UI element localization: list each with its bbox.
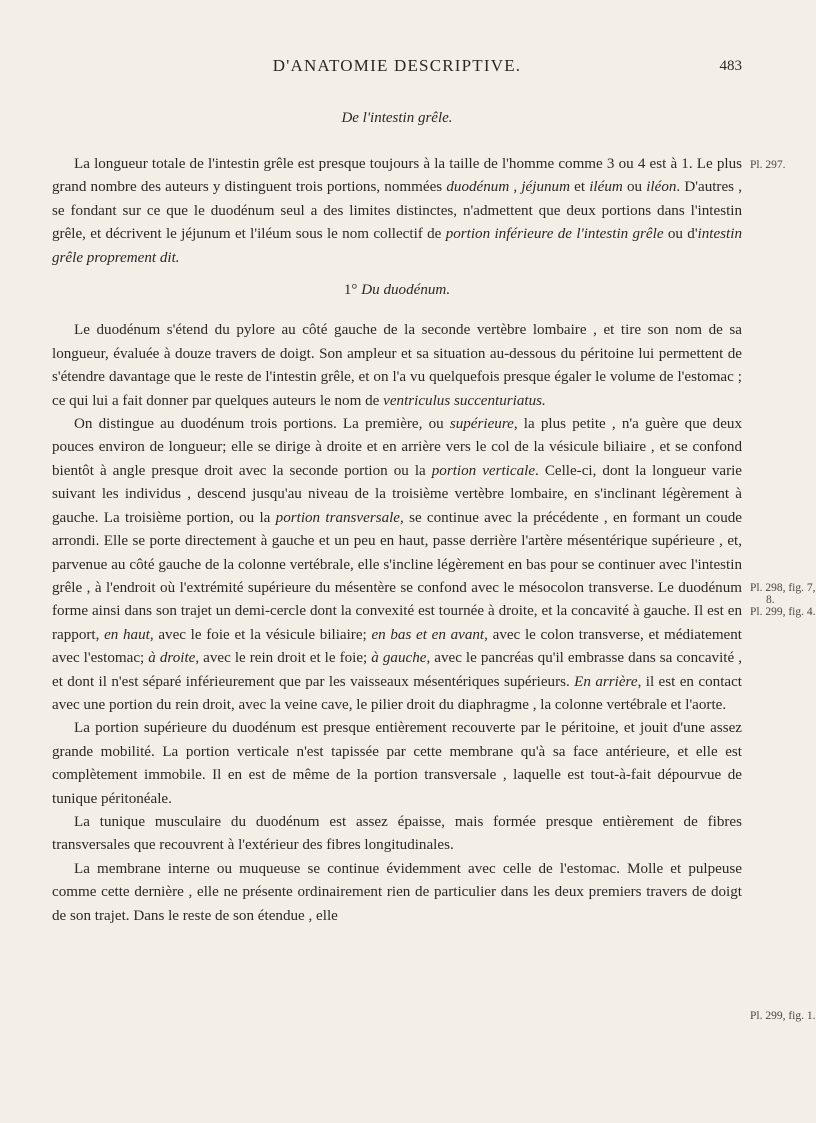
- paragraph-duodenum-portions: On distingue au duodénum trois portions. La première, ou supérieure, la plus petite , n'a guère que deux pouces environ de longueur; elle se dirige à droite et en arrière vers le col de la vésicule biliaire , et se confond bientôt à angle presque droit avec la seconde portion ou la portion verticale. Celle-ci, dont la longueur varie suivant les individus , descend jusqu'au niveau de la troisième vertèbre lombaire, en s'inclinant légèrement à gauche. La troisième portion, ou la portion transversale, se continue avec la précédente , en formant un coude arrondi. Elle se porte directement à gauche et un peu en haut, passe derrière l'artère mésentérique supérieure , et, parvenue au côté gauche de la colonne vertébrale, elle s'incline légèrement en bas pour se continuer avec l'intestin grêle , à l'endroit où l'extrémité supérieure du mésentère se confond avec le mésocolon transverse. Le duodénum forme ainsi dans son trajet un demi-cercle dont la convexité est tournée à droite, et la concavité à gauche. Il est en rapport, en haut, avec le foie et la vésicule biliaire; en bas et en avant, avec le colon transverse, et médiatement avec l'estomac; à droite, avec le rein droit et le foie; à gauche, avec le pancréas qu'il embrasse dans sa concavité , et dont il n'est séparé inférieurement que par les vaisseaux mésentériques supérieurs. En arrière, il est en contact avec une portion du rein droit, avec la veine cave, le pilier droit du diaphragme , la colonne vertébrale et l'aorte.: [52, 416, 743, 713]
- margin-note-plate-299-fig-1: Pl. 299, fig. 1.: [750, 1010, 816, 1022]
- margin-note-plate-297: Pl. 297.: [750, 159, 786, 171]
- section-title: De l'intestin grêle.: [341, 110, 453, 126]
- paragraph-duodenum-extent: Le duodénum s'étend du pylore au côté gauche de la seconde vertèbre lombaire , et tire son nom de sa longueur, évaluée à douze travers de doigt. Son ampleur et sa situation au-dessous du péritoine lui permettent de s'étendre davantage que le reste de l'intestin grêle, et on l'a vu quelquefois presque égaler le volume de l'estomac ; ce qui lui a fait donner par quelques auteurs le nom de ventriculus succenturiatus.: [52, 322, 742, 409]
- running-header: [52, 56, 742, 80]
- margin-note-plate-299-fig-4: Pl. 299, fig. 4.: [750, 606, 816, 618]
- paragraph-peritoneum: La portion supérieure du duodénum est presque entièrement recouverte par le péritoine, et jouit d'une assez grande mobilité. La portion verticale n'est tapissée par cette membrane qu'à sa face antérieure, et elle est complètement immobile. Il en est de même de la portion transversale , laquelle est tout-à-fait dépourvue de tunique péritonéale.: [52, 720, 742, 807]
- paragraph-mucous-membrane: La membrane interne ou muqueuse se continue évidemment avec celle de l'estomac. Molle et pulpeuse comme cette dernière , elle ne présente ordinairement rien de particulier dans les deux premiers travers de doigt de son trajet. Dans le reste de son étendue , elle: [52, 860, 742, 924]
- paragraph-intestine-length: La longueur totale de l'intestin grêle est presque toujours à la taille de l'homme comme 3 ou 4 est à 1. Le plus grand nombre des auteurs y distinguent trois portions, nommées duodénum , jéjunum et iléum ou iléon. D'autres , se fondant sur ce que le duodénum seul a des limites distinctes, n'admettent que deux portions dans l'intestin grêle, et décrivent le jéjunum et l'iléum sous le nom collectif de portion inférieure de l'intestin grêle ou d'intestin grêle proprement dit.: [52, 156, 742, 266]
- running-title: D'ANATOMIE DESCRIPTIVE.: [272, 56, 522, 75]
- margin-note-plate-298: Pl. 298, fig. 7,: [750, 582, 816, 594]
- body-text: [52, 153, 742, 928]
- page-number: 483: [719, 58, 742, 74]
- margin-note-fig-8: 8.: [766, 594, 775, 606]
- paragraph-muscular-tunic: La tunique musculaire du duodénum est assez épaisse, mais formée presque entièrement de fibres transversales que recouvrent à l'extérieur des fibres longitudinales.: [52, 813, 742, 854]
- subheading-duodenum: 1° Du duodénum.: [343, 282, 451, 299]
